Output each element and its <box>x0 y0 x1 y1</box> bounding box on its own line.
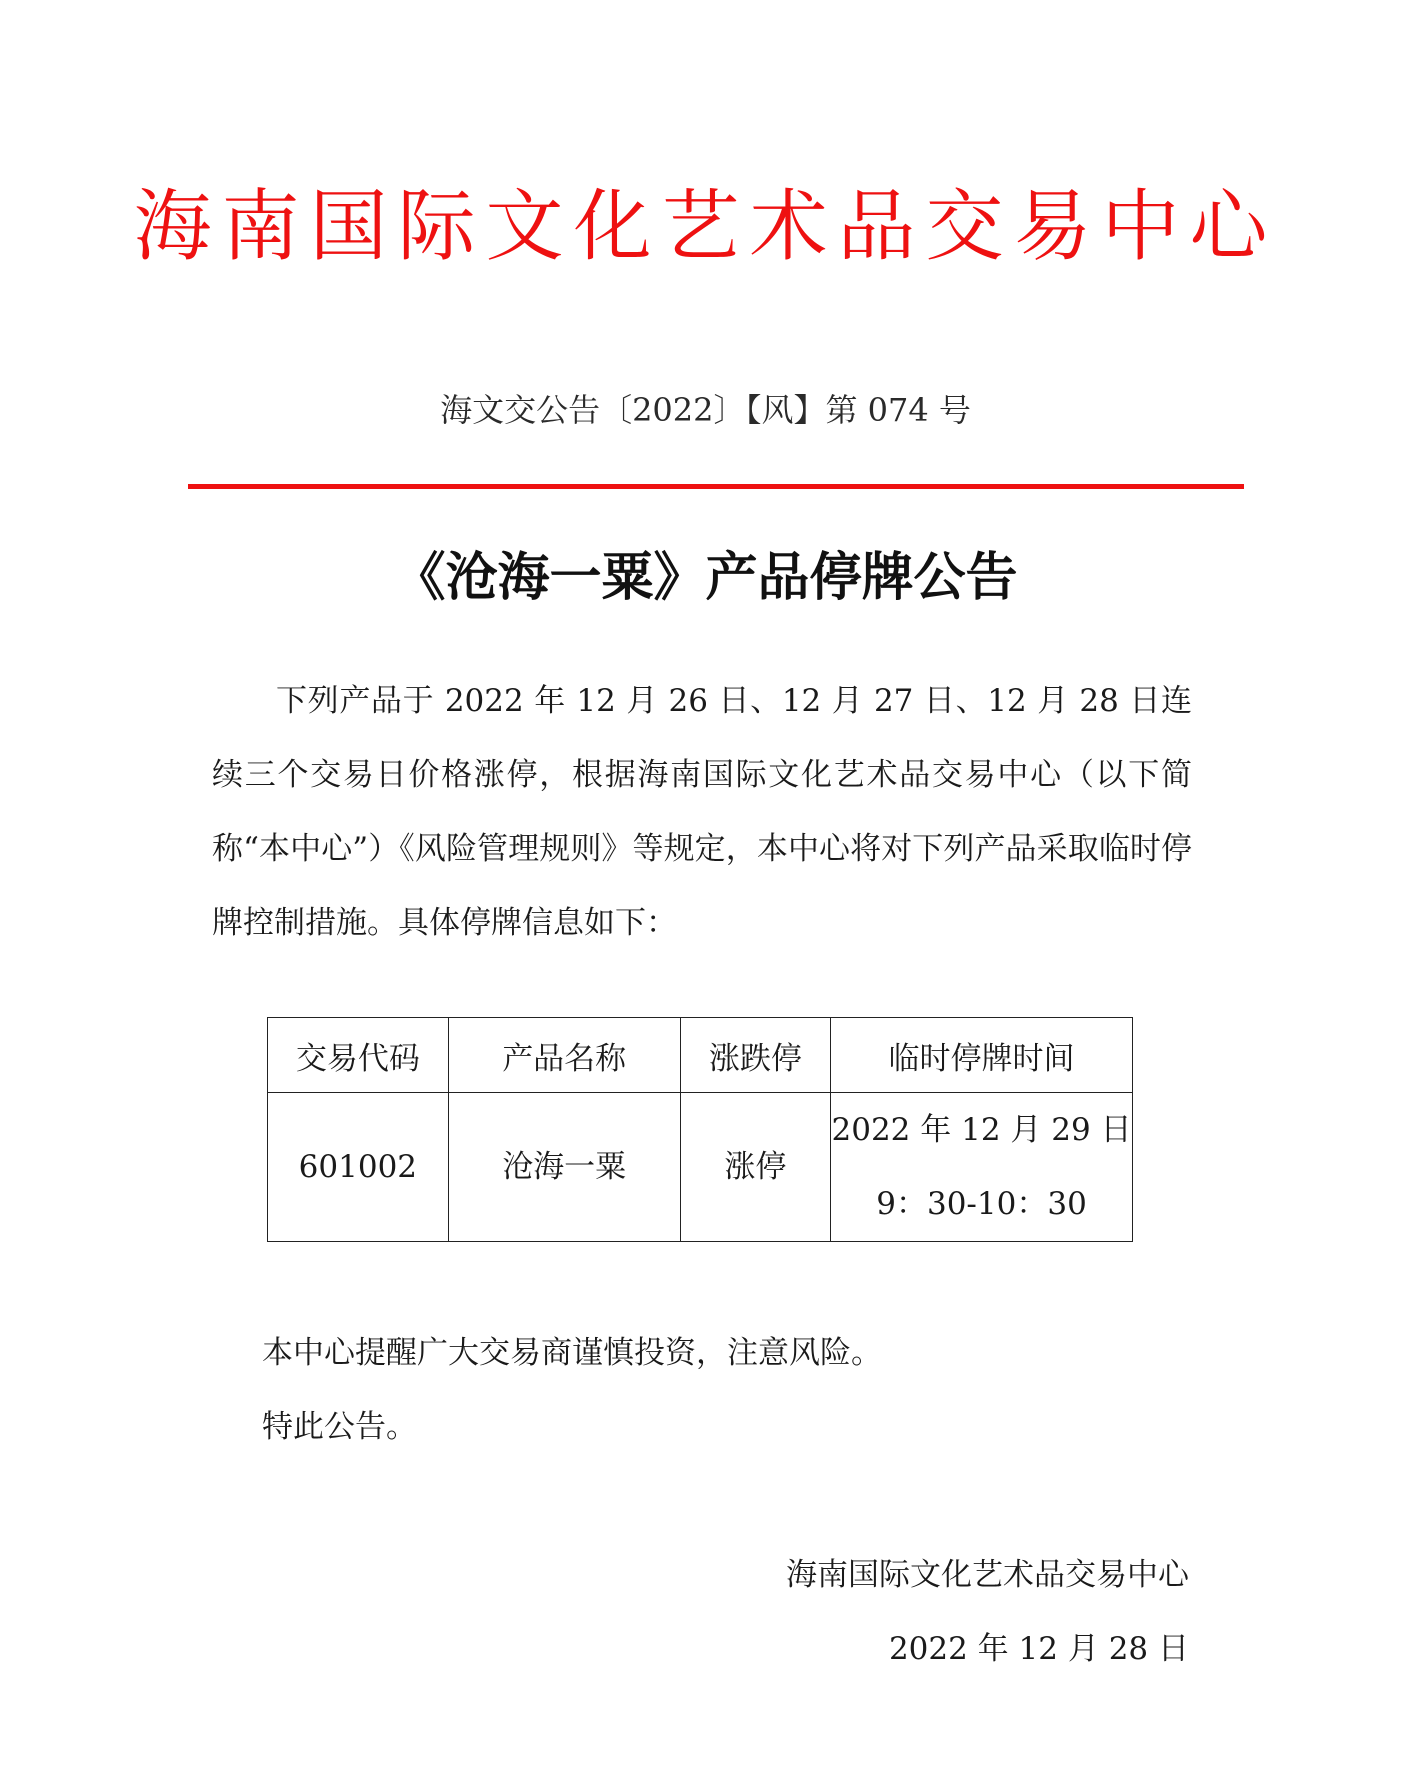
table-header-row <box>268 1018 1133 1093</box>
risk-reminder: 本中心提醒广大交易商谨慎投资，注意风险。 <box>262 1335 882 1371</box>
suspension-table <box>267 1017 1133 1242</box>
notice-body-paragraph: 下列产品于 2022 年 12 月 26 日、12 月 27 日、12 月 28 日连续三个交易日价格涨停，根据海南国际文化艺术品交易中心（以下简称“本中心”）《风险管理规则》等规定，本中心将对下列产品采取临时停牌控制措施。具体停牌信息如下： <box>212 683 1192 941</box>
letterhead-organization: 海南国际文化艺术品交易中心 <box>133 182 1278 272</box>
notice-title: 《沧海一粟》产品停牌公告 <box>393 548 1018 608</box>
signature-date: 2022 年 12 月 28 日 <box>888 1631 1189 1667</box>
header-halt-time: 临时停牌时间 <box>831 1018 1133 1093</box>
header-product-name: 产品名称 <box>448 1018 680 1093</box>
cell-halt-hours: 9：30-10：30 <box>876 1186 1087 1222</box>
cell-price-limit: 涨停 <box>680 1093 830 1242</box>
document-number: 海文交公告〔2022〕【风】第 074 号 <box>440 391 971 429</box>
cell-product-name: 沧海一粟 <box>448 1093 680 1242</box>
cell-trade-code: 601002 <box>268 1093 449 1242</box>
header-price-limit: 涨跌停 <box>680 1018 830 1093</box>
closing-remark: 特此公告。 <box>262 1409 417 1445</box>
cell-halt-date: 2022 年 12 月 29 日 <box>831 1112 1132 1148</box>
header-trade-code: 交易代码 <box>268 1018 449 1093</box>
signature-organization: 海南国际文化艺术品交易中心 <box>786 1557 1189 1593</box>
cell-halt-time <box>831 1093 1133 1242</box>
letterhead-red-rule <box>188 484 1244 489</box>
table-row <box>268 1093 1133 1242</box>
